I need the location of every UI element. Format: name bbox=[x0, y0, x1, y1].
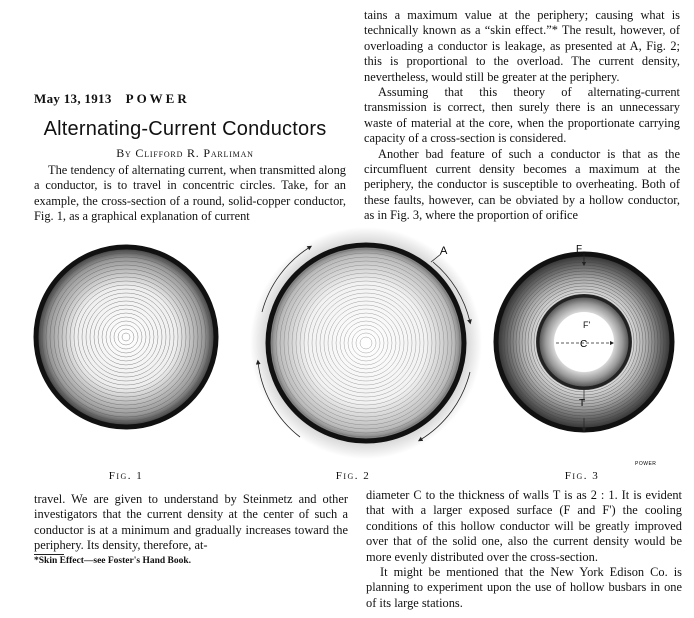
col2-bottom-text bbox=[366, 488, 682, 611]
col2-paragraph-3: Another bad feature of such a conductor is that as the circumfluent current density becomes a maximum at the periphery, the conductor is susceptible to overheating. Both of these faults, however, can be obviated by a hollow conductor, as in Fig. 3, where the proportion of orifice bbox=[364, 146, 680, 223]
figure-2-overloaded-conductor bbox=[250, 227, 482, 459]
article-title: Alternating-Current Conductors bbox=[43, 118, 327, 140]
footnote-rule bbox=[34, 554, 64, 555]
figures-panel bbox=[0, 222, 694, 472]
byline: By Clifford R. Parliman bbox=[116, 146, 254, 160]
fig1-caption: Fig. 1 bbox=[108, 470, 144, 482]
label-f-prime: F' bbox=[583, 320, 591, 330]
label-t: T bbox=[579, 398, 586, 409]
label-c: C bbox=[580, 339, 588, 350]
label-a: A bbox=[440, 245, 448, 257]
fig3-caption: Fig. 3 bbox=[564, 470, 600, 482]
figure-credit: POWER bbox=[635, 461, 657, 467]
col2-bottom-paragraph-1: diameter C to the thickness of walls T is as 2 : 1. It is evident that with a larger exposed surface (F and F') the cooling conditions of this hollow conductor will be greatly improved over that of the solid one, also the current density would be more evenly distributed over the cross-section. bbox=[366, 488, 682, 564]
fig2-caption: Fig. 2 bbox=[335, 470, 371, 482]
issue-date: May 13, 1913 bbox=[34, 91, 112, 106]
col1-bottom-paragraph: travel. We are given to understand by Steinmetz and other investigators that the current density at the center of such a conductor is at a minimum and gradually increases toward the periphery. Its density, therefore, at- bbox=[34, 492, 348, 553]
col2-paragraph-1: tains a maximum value at the periphery; causing what is technically known as a “skin effect.”* The result, however, of overloading a conductor is leakage, as presented at A, Fig. 2; this is proportional to the overload. The current density, nevertheless, would still be greater at the periphery. bbox=[364, 8, 680, 84]
label-f: F bbox=[576, 244, 583, 255]
figure-1-solid-conductor bbox=[34, 245, 218, 429]
col2-top-text bbox=[364, 8, 680, 224]
col1-top-paragraph: The tendency of alternating current, when transmitted along a conductor, is to travel in concentric circles. Take, for an example, the cross-section of a round, solid-copper conductor, Fig. 1, as a graphical explanation of current bbox=[34, 163, 346, 224]
running-header bbox=[34, 91, 190, 107]
col2-paragraph-2: Assuming that this theory of alternating-current transmission is correct, then surely there is an unnecessary waste of material at the core, when the proportionate carrying capacity of a cross-section is considered. bbox=[364, 85, 680, 146]
col2-bottom-paragraph-2: It might be mentioned that the New York Edison Co. is planning to experiment upon the use of hollow busbars in one of its large stations. bbox=[366, 565, 682, 610]
figure-3-hollow-conductor bbox=[494, 244, 674, 432]
footnote: *Skin Effect—see Foster's Hand Book. bbox=[34, 556, 192, 566]
publication-name: POWER bbox=[125, 91, 190, 106]
